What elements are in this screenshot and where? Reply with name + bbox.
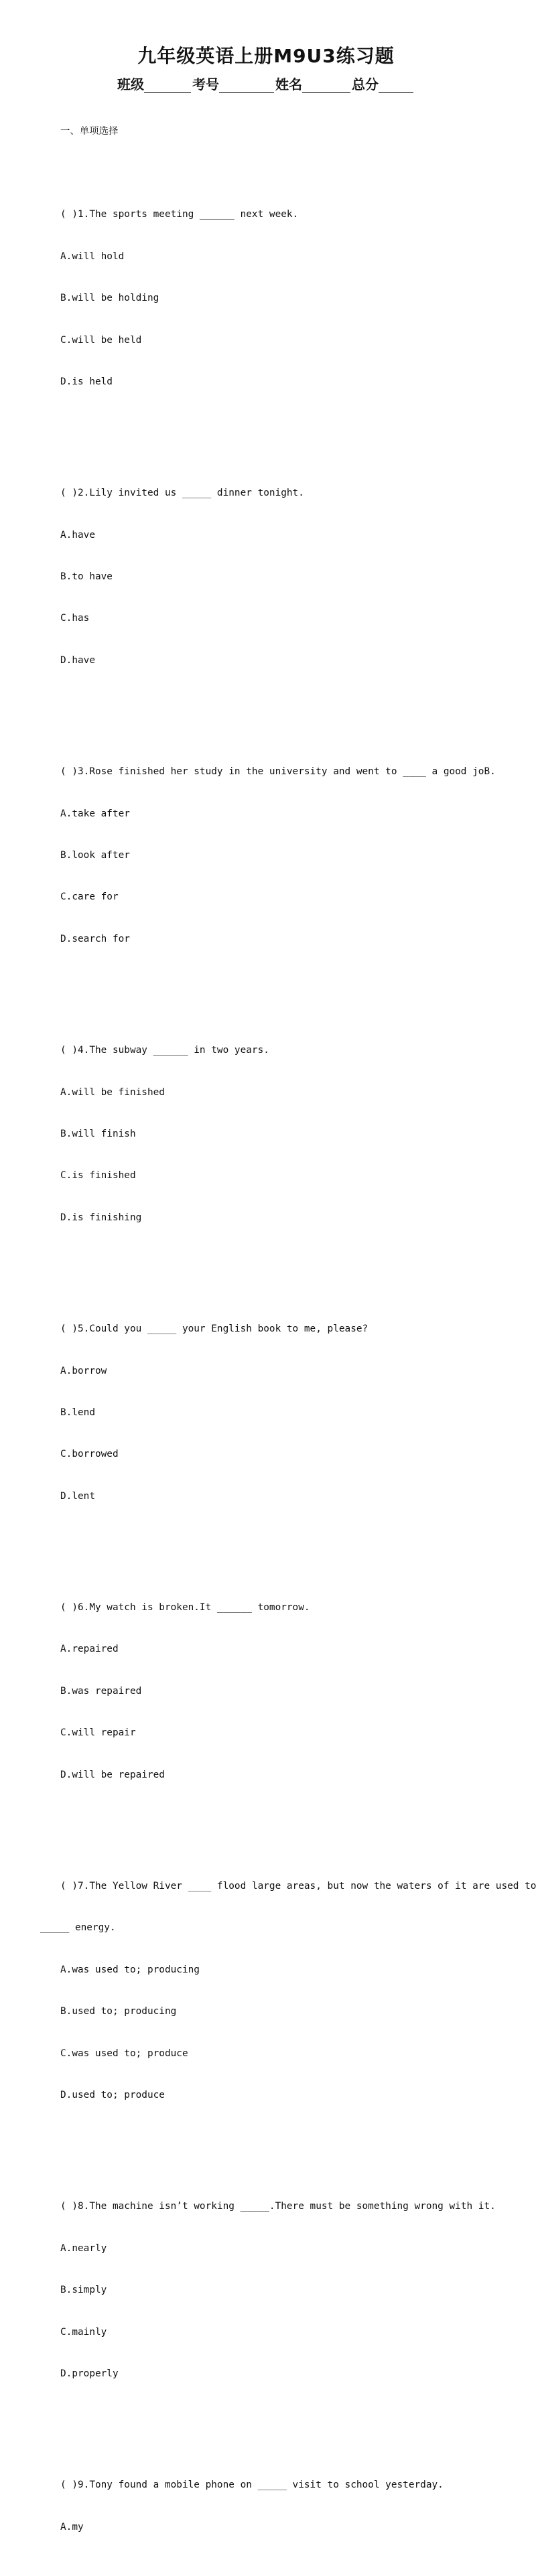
option-a: A.take after (60, 808, 130, 819)
option-d: D.is finishing (60, 1212, 142, 1223)
question-stem: ( )7.The Yellow River ____ flood large areas, but now the waters of it are used to (60, 1881, 536, 1891)
question-stem: ( )2.Lily invited us _____ dinner tonight. (60, 488, 304, 499)
question-stem: ( )6.My watch is broken.It ______ tomorrow. (60, 1602, 310, 1614)
option-d: D.is held (60, 376, 113, 387)
question-stem: ( )9.Tony found a mobile phone on _____ visit to school yesterday. (60, 2480, 444, 2491)
option-d: D.have (60, 654, 95, 666)
option-c: C.will be held (60, 334, 142, 346)
question-stem: ( )3.Rose finished her study in the university and went to ____ a good joB. (60, 766, 496, 778)
option-d: D.search for (60, 933, 130, 944)
option-a: A.my (60, 2521, 84, 2532)
question-stem: ( )8.The machine isn’t working _____.There must be something wrong with it. (60, 2201, 496, 2212)
option-a: A.nearly (60, 2242, 107, 2254)
number-blank[interactable] (219, 78, 274, 93)
option-c: C.is finished (60, 1170, 136, 1182)
option-a: A.will hold (60, 251, 125, 262)
option-c: C.was used to; produce (60, 2048, 188, 2059)
question-stem: ( )4.The subway ______ in two years. (60, 1045, 269, 1056)
page-title: 九年级英语上册M9U3练习题 (137, 45, 395, 67)
option-d: D.used to; produce (60, 2089, 165, 2100)
option-b: B.was repaired (60, 1685, 142, 1697)
option-c: C.will repair (60, 1727, 136, 1739)
option-c: C.borrowed (60, 1449, 119, 1460)
class-label: 班级 (117, 76, 144, 92)
option-a: A.have (60, 529, 95, 541)
question-4 (40, 1016, 503, 1253)
question-stem-continued: _____ energy. (40, 1922, 116, 1934)
question-9 (40, 2451, 503, 2562)
option-b: B.used to; producing (60, 2006, 177, 2017)
option-b: B.lend (60, 1407, 95, 1418)
question-2 (40, 459, 503, 696)
option-d: D.properly (60, 2368, 119, 2379)
section-heading: 一、单项选择 (60, 125, 119, 137)
option-b: B.to have (60, 571, 113, 583)
option-a: A.repaired (60, 1644, 119, 1655)
option-d: D.lent (60, 1490, 95, 1502)
question-5 (40, 1295, 503, 1532)
question-stem: ( )1.The sports meeting ______ next week. (60, 209, 299, 220)
question-8 (40, 2172, 503, 2409)
option-b: B.will finish (60, 1128, 136, 1139)
option-a: A.was used to; producing (60, 1964, 200, 1975)
question-6 (40, 1573, 503, 1810)
question-7 (40, 1851, 536, 2130)
option-b: B.will be holding (60, 293, 159, 304)
score-label: 总分 (352, 76, 379, 92)
question-3 (40, 737, 503, 975)
question-1 (40, 180, 503, 417)
option-c: C.care for (60, 891, 119, 903)
option-d: D.will be repaired (60, 1769, 165, 1780)
class-blank[interactable] (144, 78, 191, 93)
number-label: 考号 (192, 76, 219, 92)
option-b: B.look after (60, 850, 130, 861)
exercise-content (40, 96, 536, 2576)
score-blank[interactable] (379, 78, 413, 93)
name-blank[interactable] (302, 78, 350, 93)
student-info-line (0, 74, 532, 93)
question-stem: ( )5.Could you _____ your English book to me, please? (60, 1323, 368, 1335)
option-b: B.simply (60, 2285, 107, 2296)
option-a: A.will be finished (60, 1086, 165, 1098)
option-c: C.mainly (60, 2326, 107, 2338)
option-a: A.borrow (60, 1365, 107, 1376)
option-c: C.has (60, 613, 90, 624)
name-label: 姓名 (275, 76, 302, 92)
